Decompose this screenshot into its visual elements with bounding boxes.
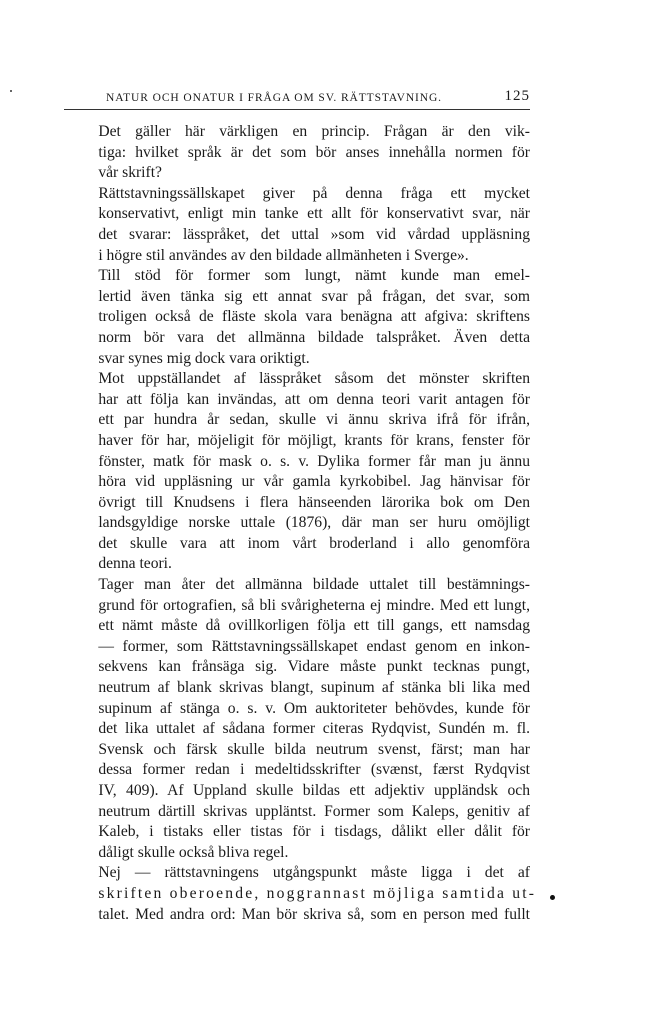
running-title: NATUR OCH ONATUR I FRÅGA OM SV. RÄTTSTAVNING. bbox=[106, 92, 442, 104]
text-line: supinum af stänga o. s. v. Om auktoriteter behövdes, kunde för bbox=[98, 699, 530, 717]
text-line: det lika uttalet af sådana former citeras Rydqvist, Sundén m. fl. bbox=[98, 720, 530, 738]
page-number: 125 bbox=[504, 88, 530, 104]
text-line: fönster, matk för mask o. s. v. Dylika former får man ju ännu bbox=[98, 452, 530, 470]
text-line: norm bör vara det allmänna bildade talspråket. Även detta bbox=[98, 328, 530, 346]
text-line: lertid även tänka sig ett annat svar på frågan, det svar, som bbox=[98, 287, 530, 305]
header-rule bbox=[64, 109, 530, 110]
paragraph-5 bbox=[64, 575, 530, 863]
text-line: det svarar: lässpråket, det uttal »som vid vårdad uppläsning bbox=[98, 225, 530, 243]
text-line: höra vid uppläsning ur vår gamla kyrkobibel. Jag hänvisar för bbox=[98, 473, 530, 491]
text-line: Nej — rättstavningens utgångspunkt måste ligga i det af bbox=[98, 864, 530, 882]
text-line: ett nämt måste då ovillkorligen följa ett till gangs, ett namsdag bbox=[98, 617, 530, 635]
text-line: i högre stil användes av den bildade allmänheten i Sverge». bbox=[98, 246, 469, 264]
ink-dot bbox=[550, 895, 555, 900]
text-line: konservativt, enligt min tanke ett allt för konservativt svar, när bbox=[98, 205, 530, 223]
text-line: har att följa kan invändas, att om denna teori varit antagen för bbox=[98, 390, 530, 408]
text-line: det skulle vara att inom vårt broderland i allo genomföra bbox=[98, 534, 530, 552]
running-header bbox=[64, 88, 530, 110]
text-line: Det gäller här värkligen en princip. Frågan är den vik- bbox=[98, 123, 530, 140]
text-line: Tager man åter det allmänna bildade uttalet till bestämnings- bbox=[98, 576, 530, 594]
text-line: övrigt till Knudsens i flera hänseenden lärorika bok om Den bbox=[98, 493, 530, 511]
text-line: skriften oberoende, noggrannast möjliga samtida ut- bbox=[98, 884, 537, 902]
book-page bbox=[64, 88, 537, 925]
text-line: denna teori. bbox=[98, 555, 172, 573]
text-line: grund för ortografien, så bli svårigheterna ej mindre. Med ett lungt, bbox=[98, 596, 530, 614]
text-line: dessa former redan i medeltidsskrifter (svænst, færst Rydqvist bbox=[98, 761, 530, 779]
text-line: Kaleb, i tistaks eller tistas för i tisdags, dålikt eller dålit för bbox=[98, 823, 530, 841]
text-line: svar synes mig dock vara oriktigt. bbox=[98, 349, 310, 367]
ink-speck bbox=[10, 90, 12, 92]
text-line: ett par hundra år sedan, skulle vi ännu skriva ifrå för ifrån, bbox=[98, 411, 530, 429]
paragraph-2 bbox=[64, 184, 530, 266]
text-line: Till stöd för former som lungt, nämt kunde man emel- bbox=[98, 267, 530, 285]
paragraph-6 bbox=[64, 863, 537, 925]
text-line: dåligt skulle också bliva regel. bbox=[98, 843, 289, 861]
text-line: — former, som Rättstavningssällskapet endast genom en inkon- bbox=[98, 637, 530, 655]
paragraph-3 bbox=[64, 266, 530, 369]
body-text bbox=[64, 122, 537, 925]
text-line: Rättstavningssällskapet giver på denna fråga ett mycket bbox=[98, 184, 530, 202]
text-line: landsgyldige norske uttale (1876), där man ser huru omöjligt bbox=[98, 514, 530, 532]
text-line: neutrum därtill skrivas uppläntst. Former som Kaleps, genitiv af bbox=[98, 802, 530, 820]
text-line: talet. Med andra ord: Man bör skriva så, som en person med fullt bbox=[98, 905, 530, 923]
paragraph-1 bbox=[64, 122, 530, 184]
text-line: Svensk och färsk skulle bilda neutrum svenst, färst; man har bbox=[98, 740, 530, 758]
text-line: haver för har, möjeligit för möjligt, krants för krans, fenster för bbox=[98, 431, 530, 449]
paragraph-4 bbox=[64, 369, 530, 575]
text-line: vår skrift? bbox=[98, 164, 162, 182]
text-line: IV, 409). Af Uppland skulle bildas ett adjektiv uppländsk och bbox=[98, 782, 530, 799]
text-line: tiga: hvilket språk är det som bör anses innehålla normen för bbox=[98, 143, 530, 161]
text-line: neutrum af blank skrivas blangt, supinum af stänka bli lika med bbox=[98, 679, 530, 697]
text-line: sekvens kan frånsäga sig. Vidare måste punkt tecknas pungt, bbox=[98, 658, 530, 676]
text-line: Mot uppställandet af lässpråket såsom det mönster skriften bbox=[98, 370, 530, 388]
text-line: troligen också de fläste skola vara benägna att afgiva: skriftens bbox=[98, 308, 530, 326]
